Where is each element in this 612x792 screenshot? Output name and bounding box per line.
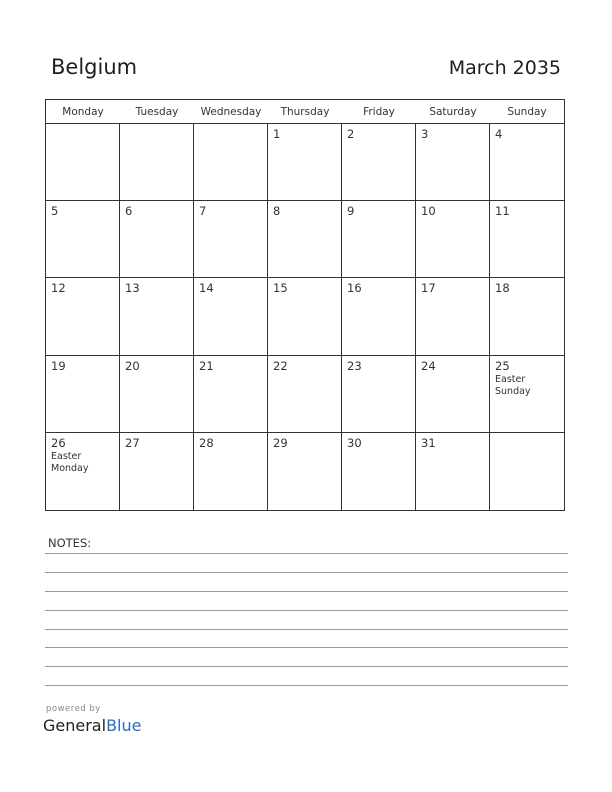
brand-blue: Blue [106,716,142,735]
day-cell [342,278,416,355]
day-cell [416,124,490,201]
day-number: 11 [495,204,510,219]
holiday-label: Easter Monday [51,450,89,474]
day-cell [490,124,564,201]
day-cell [490,201,564,278]
holiday-label: Easter Sunday [495,373,531,397]
day-cell [490,356,564,433]
day-number: 3 [421,127,429,141]
day-number: 24 [421,358,436,373]
note-line [45,685,568,686]
calendar-grid [45,99,565,511]
weekday-header-wednesday: Wednesday [194,100,268,124]
day-number: 10 [421,204,436,219]
day-cell [194,278,268,355]
day-cell [194,124,268,201]
day-cell [46,201,120,278]
weekday-header-friday: Friday [342,100,416,124]
note-line [45,591,568,592]
day-number: 30 [347,435,362,450]
day-number: 25 [495,358,510,373]
day-number: 22 [273,358,288,373]
day-cell [268,278,342,355]
note-line [45,666,568,667]
day-number: 29 [273,435,288,450]
day-cell [342,433,416,510]
day-cell [194,356,268,433]
day-number: 4 [495,127,503,141]
weekday-header-tuesday: Tuesday [120,100,194,124]
day-number: 28 [199,435,214,450]
day-cell [416,433,490,510]
note-line [45,629,568,630]
day-cell [46,356,120,433]
day-number: 23 [347,358,362,373]
day-cell [268,201,342,278]
day-cell [490,433,564,510]
day-cell [120,278,194,355]
day-cell [342,124,416,201]
day-number: 8 [273,204,281,219]
day-cell [120,433,194,510]
country-title: Belgium [51,55,138,79]
day-number: 31 [421,435,436,450]
day-number: 27 [125,435,140,450]
brand-general: General [43,716,107,735]
day-number: 20 [125,358,140,373]
day-number: 21 [199,358,214,373]
day-number: 19 [51,358,66,373]
day-number: 5 [51,204,59,219]
day-number: 15 [273,281,288,296]
weekday-header-saturday: Saturday [416,100,490,124]
day-cell [46,124,120,201]
day-number: 7 [199,204,207,219]
day-cell [268,433,342,510]
day-cell [416,278,490,355]
day-cell [120,124,194,201]
day-number: 13 [125,281,140,296]
day-cell [46,433,120,510]
day-cell [490,278,564,355]
weekday-header-thursday: Thursday [268,100,342,124]
day-cell [268,124,342,201]
day-number: 1 [273,127,281,141]
day-cell [120,201,194,278]
day-cell [416,201,490,278]
month-title: March 2035 [448,57,561,79]
note-line [45,610,568,611]
day-number: 26 [51,435,66,450]
day-cell [194,433,268,510]
notes-label: NOTES: [48,536,92,550]
day-number: 18 [495,281,510,296]
day-cell [46,278,120,355]
note-line [45,572,568,573]
day-number: 2 [347,127,355,141]
day-cell [342,356,416,433]
day-number: 14 [199,281,214,296]
day-number: 9 [347,204,355,219]
generalblue-logo [43,716,141,735]
day-cell [120,356,194,433]
day-cell [194,201,268,278]
day-cell [268,356,342,433]
day-cell [342,201,416,278]
day-number: 16 [347,281,362,296]
weekday-header-monday: Monday [46,100,120,124]
note-line [45,553,568,554]
day-number: 17 [421,281,436,296]
day-number: 12 [51,281,66,296]
day-number: 6 [125,204,133,219]
powered-by-text: powered by [46,704,101,714]
day-cell [416,356,490,433]
weekday-header-sunday: Sunday [490,100,564,124]
note-line [45,647,568,648]
